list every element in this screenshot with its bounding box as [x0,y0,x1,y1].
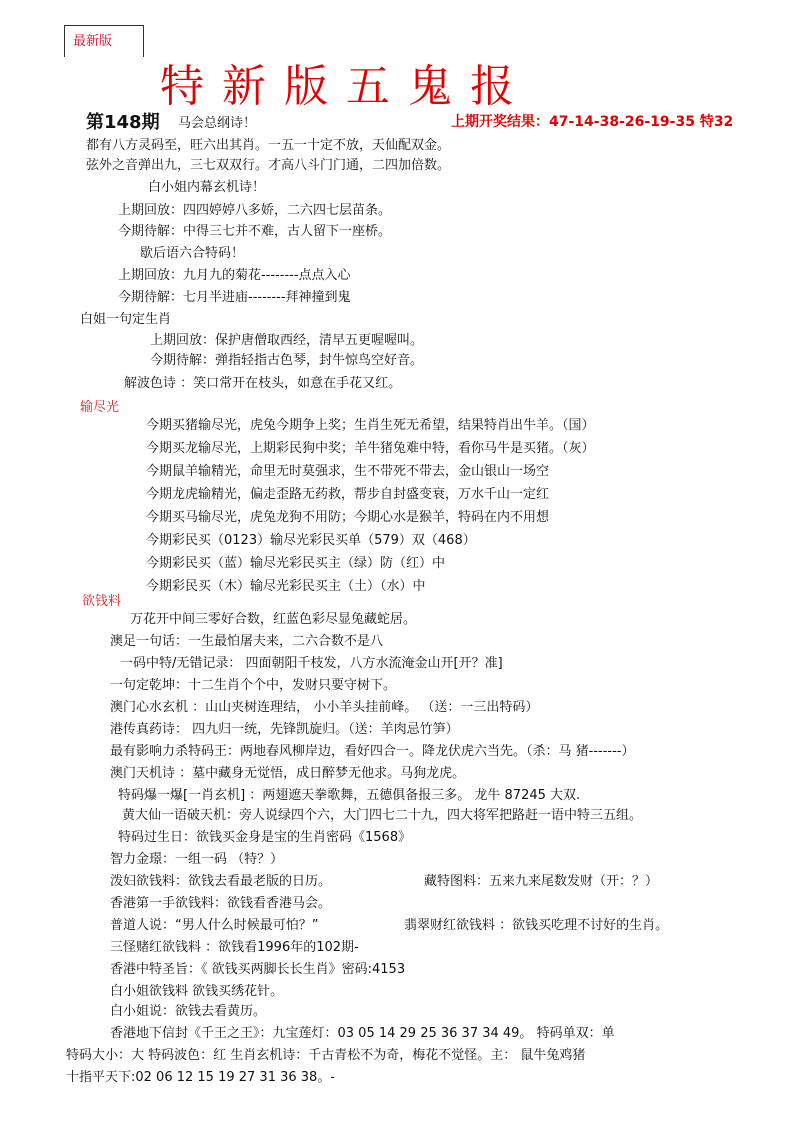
text-line: 万花开中间三零好合数，红蓝色彩尽显兔藏蛇居。 [130,612,417,627]
text-line: 香港第一手欲钱料：欲钱看香港马会。 [110,896,332,911]
text-line: 今期龙虎输精光，偏走歪路无药救，帮步自封盛变衰，万水千山一定红 [146,487,550,502]
text-line: 黄大仙一语破天机：旁人说绿四个六，大门四七二十九，四大将军把路赶一语中特三五组。 [122,808,643,823]
text-line: 今期鼠羊输精光，命里无时莫强求，生不带死不带去，金山银山一场空 [146,464,550,479]
text-line: 香港地下信封《千王之王》：九宝莲灯：03 05 14 29 25 36 37 34 49。 特码单双：单 [110,1026,615,1041]
text-line: 一句定乾坤：十二生肖个个中，发财只要守树下。 [110,678,397,693]
text-line: 特码过生日：欲钱买金身是宝的生肖密码《1568》 [118,830,412,845]
text-line: 今期待解：弹指轻指古色琴，封牛惊鸟空好音。 [150,353,424,368]
text-line: 今期待解：中得三七并不难，古人留下一座桥。 [118,224,392,239]
section-label: 输尽光 [80,400,120,415]
text-line: 白小姐欲钱料 欲钱买绣花针。 [110,984,284,999]
previous-result: 上期开奖结果：47-14-38-26-19-35 特32 [451,114,734,130]
text-line: 上期回放：四四婷婷八多娇，二六四七层苗条。 [118,203,392,218]
issue-subtitle: 马会总纲诗！ [178,116,257,131]
section-heading: 歇后语六合特码！ [140,246,245,261]
text-line: 澳门心水玄机 ：山山夹树连理结， 小小羊头挂前峰。 （送：一三出特码） [110,700,539,715]
text-line: 十指平天下:02 06 12 15 19 27 31 36 38。- [66,1070,336,1085]
text-line: 解波色诗 ：笑口常开在枝头，如意在手花又红。 [124,376,402,391]
text-line: 今期买马输尽光，虎兔龙狗不用防；今期心水是猴羊，特码在内不用想 [146,510,550,525]
text-line: 香港中特圣旨：《 欲钱买两脚长长生肖》密码:4153 [110,962,406,977]
text-line: 普道人说：“男人什么时候最可怕？” [110,918,319,933]
text-line: 上期回放：保护唐僧取西经，清早五更喔喔叫。 [150,333,424,348]
poem-line: 弦外之音弹出九，三七双双行。才高八斗门门通，二四加倍数。 [86,158,451,173]
text-line: 上期回放：九月九的菊花--------点点入心 [118,268,351,283]
text-line: 今期彩民买（0123）输尽光彩民买单（579）双（468） [146,533,476,548]
text-line: 今期待解：七月半进庙--------拜神撞到鬼 [118,290,351,305]
text-line: 特码爆一爆[一肖玄机] ：两翅遮天拳歌舞，五德俱备报三多。 龙牛 87245 大双. [118,788,581,803]
text-line: 今期彩民买（蓝）输尽光彩民买主（绿）防（红）中 [146,556,446,571]
section-heading: 白小姐内幕玄机诗！ [148,180,266,195]
text-line: 三怪赌红欲钱料 ：欲钱看1996年的102期- [110,940,359,955]
page-title: 特新版五鬼报 [160,61,532,112]
text-line: 特码大小：大 特码波色：红 生肖玄机诗：千古青松不为奇，梅花不觉怪。主： 鼠牛兔鸡猪 [66,1048,586,1063]
text-line: 翡翠财红欲钱料 ：欲钱买吃理不讨好的生肖。 [404,918,669,933]
text-line: 澳门天机诗 ：墓中藏身无觉悟，成日醉梦无他求。马狗龙虎。 [110,766,466,781]
text-line: 最有影响力杀特码王：两地春风柳岸边，看好四合一。降龙伏虎六当先。（杀：马 猪-------） [110,744,635,759]
text-line: 港传真药诗： 四九归一统，先锋凯旋归。（送：羊肉忌竹笋） [110,722,459,737]
text-line: 藏特图料：五来九来尾数发财（开：？） [424,874,659,889]
text-line: 白小姐说：欲钱去看黄历。 [110,1004,267,1019]
text-line: 泼妇欲钱料：欲钱去看最老版的日历。 [110,874,332,889]
section-label: 欲钱料 [82,594,122,609]
poem-line: 都有八方灵码至，旺六出其肖。一五一十定不放，天仙配双金。 [86,138,451,153]
text-line: 澳足一句话：一生最怕屠夫来，二六合数不是八 [110,634,384,649]
latest-edition-badge: 最新版 [64,25,144,57]
text-line: 智力金璟：一组一码 （特？） [110,852,284,867]
section-heading: 白姐一句定生肖 [80,312,172,327]
issue-number: 第148期 [86,112,160,133]
text-line: 今期买龙输尽光，上期彩民狗中奖；羊牛猪兔难中特，看你马牛是买猪。（灰） [146,441,595,456]
text-line: 一码中特/无错记录： 四面朝阳千枝发，八方水流淹金山开[开？准] [120,656,503,671]
text-line: 今期彩民买（木）输尽光彩民买主（土）（水）中 [146,579,426,594]
text-line: 今期买猪输尽光，虎兔今期争上奖；生肖生死无希望，结果特肖出牛羊。（国） [146,418,595,433]
